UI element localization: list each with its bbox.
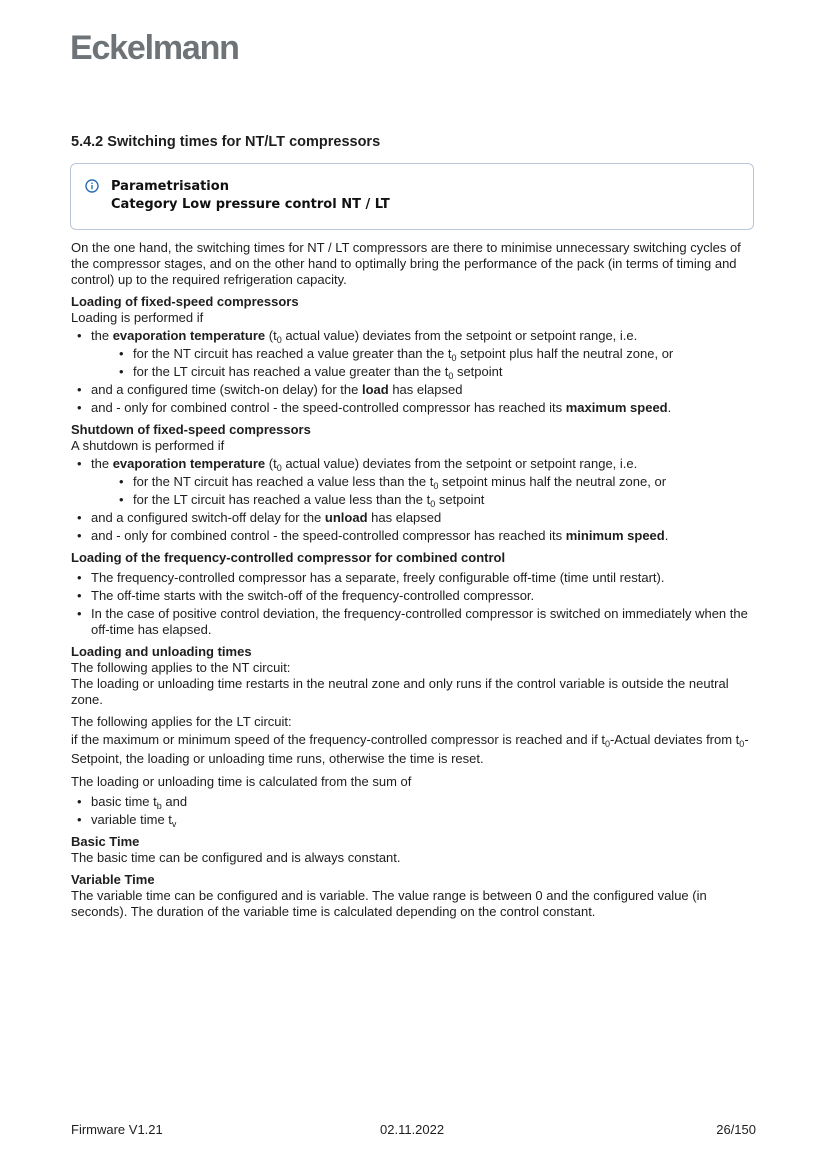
company-logo: Eckelmann [70, 29, 239, 67]
list-item: • and a configured switch-off delay for the unload has elapsed [71, 510, 759, 526]
shutdown-lead: A shutdown is performed if [71, 438, 225, 453]
note-text [111, 178, 390, 214]
loading-lead: Loading is performed if [71, 310, 204, 325]
times-title: Loading and unloading times [71, 644, 252, 659]
nt-text: The loading or unloading time restarts in the neutral zone and only runs if the control variable is outside the neutral zone. [71, 676, 729, 707]
list-item: • for the NT circuit has reached a value greater than the $t_0$ setpoint plus half the neutral zone, or [71, 346, 759, 362]
list-item: • variable time $t_v$ [71, 812, 759, 828]
sum-lead: The loading or unloading time is calculated from the sum of [71, 774, 412, 789]
lt-lead: The following applies for the LT circuit: [71, 714, 292, 729]
list-item: • for the NT circuit has reached a value less than the $t_0$ setpoint minus half the neutral zone, or [71, 474, 759, 490]
list-item: • the evaporation temperature ($t_0$ actual value) deviates from the setpoint or setpoint range, i.e. [71, 328, 759, 344]
info-icon [85, 179, 99, 193]
section-heading: 5.4.2 Switching times for NT/LT compressors [71, 134, 381, 150]
loading-title: Loading of fixed-speed compressors [71, 294, 299, 309]
note-title: Parametrisation [111, 179, 229, 194]
sum-list [71, 794, 759, 828]
freq-title: Loading of the frequency-controlled compressor for combined control [71, 550, 506, 565]
list-item: • and - only for combined control - the speed-controlled compressor has reached its maximum speed. [71, 400, 759, 416]
footer-page-number: 26/150 [716, 1122, 756, 1137]
list-item: • the evaporation temperature ($t_0$ actual value) deviates from the setpoint or setpoint range, i.e. [71, 456, 759, 472]
nt-lead: The following applies to the NT circuit: [71, 660, 291, 675]
freq-list [71, 570, 759, 638]
list-item: • The off-time starts with the switch-off of the frequency-controlled compressor. [71, 588, 759, 604]
list-item: • basic time $t_b$ and [71, 794, 759, 810]
variable-time-title: Variable Time [71, 872, 155, 887]
list-item: • for the LT circuit has reached a value greater than the $t_0$ setpoint [71, 364, 759, 380]
parametrisation-note [70, 163, 754, 230]
list-item: • for the LT circuit has reached a value less than the $t_0$ setpoint [71, 492, 759, 508]
note-category: Category Low pressure control NT / LT [111, 197, 390, 212]
list-item: • In the case of positive control deviation, the frequency-controlled compressor is switched on immediately when the off-time has elapsed. [71, 606, 759, 638]
list-item: • The frequency-controlled compressor has a separate, freely configurable off-time (time until restart). [71, 570, 759, 586]
shutdown-list [71, 456, 759, 544]
footer-firmware: Firmware V1.21 [71, 1122, 163, 1137]
list-item: • and a configured time (switch-on delay) for the load has elapsed [71, 382, 759, 398]
footer-date: 02.11.2022 [380, 1122, 445, 1137]
shutdown-title: Shutdown of fixed-speed compressors [71, 422, 311, 437]
list-item: • and - only for combined control - the speed-controlled compressor has reached its minimum speed. [71, 528, 759, 544]
basic-time-title: Basic Time [71, 834, 140, 849]
main-content [71, 240, 759, 920]
loading-list [71, 328, 759, 416]
intro-paragraph: On the one hand, the switching times for NT / LT compressors are there to minimise unnecessary switching cycles of the compressor stages, and on the other hand to optimally bring the performance of the pack (in terms of timing and control) up to the required refrigeration capacity. [71, 240, 741, 287]
variable-time-text: The variable time can be configured and is variable. The value range is between 0 and the configured value (in seconds). The duration of the variable time is calculated depending on the control constant. [71, 888, 707, 919]
lt-text: if the maximum or minimum speed of the frequency-controlled compressor is reached and if $t_0$-Actual deviates from $t_0$-Setpoint, the loading or unloading time runs, otherwise the time is reset. [71, 732, 749, 766]
basic-time-text: The basic time can be configured and is always constant. [71, 850, 401, 865]
